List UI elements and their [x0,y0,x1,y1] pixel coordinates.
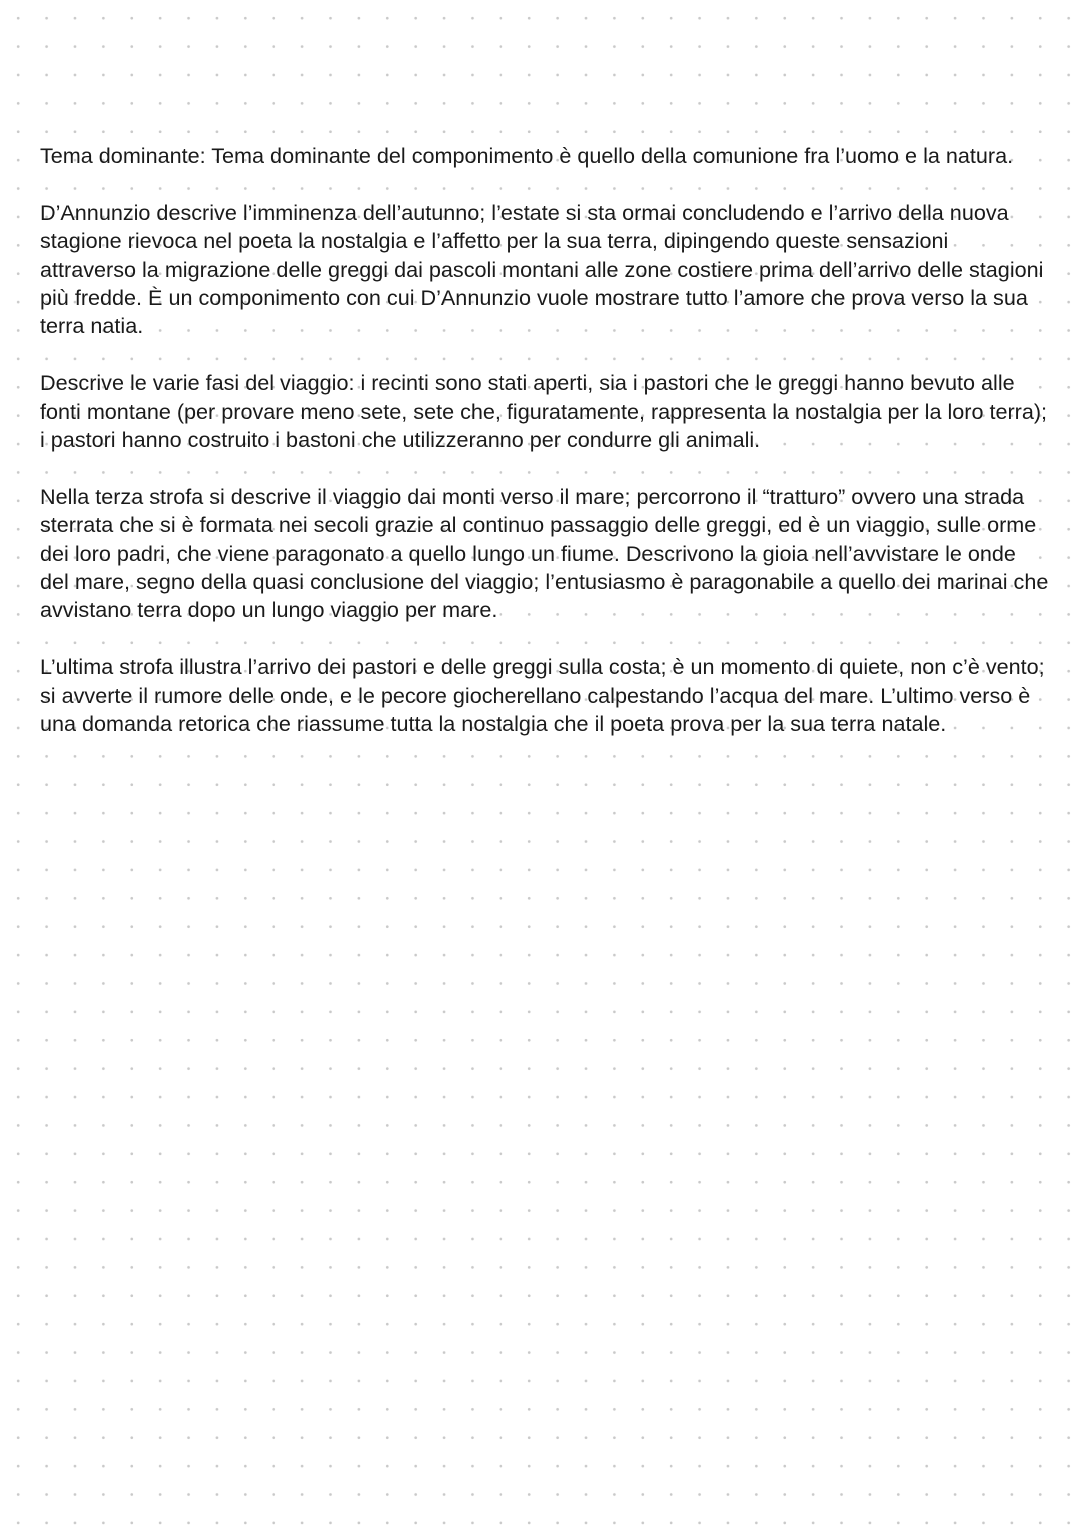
paragraph-fasi-viaggio: Descrive le varie fasi del viaggio: i recinti sono stati aperti, sia i pastori che le greggi hanno bevuto alle fonti montane (per provare meno sete, sete che, figuratamente, rappresenta la nostalgia per la loro terra); i pastori hanno costruito i bastoni che utilizzeranno per condurre gli animali. [40,370,1048,453]
paragraph-imminenza-autunno: D’Annunzio descrive l’imminenza dell’autunno; l’estate si sta ormai concludendo e l’arrivo della nuova stagione rievoca nel poeta la nostalgia e l’affetto per la sua terra, dipingendo queste sensazioni attraverso la migrazione delle greggi dai pascoli montani alle zone costiere prima dell’arrivo delle stagioni più fredde. È un componimento con cui D’Annunzio vuole mostrare tutto l’amore che prova verso la sua terra natia. [40,199,1044,339]
paragraph-tema-dominante: Tema dominante: Tema dominante del componimento è quello della comunione fra l’uomo e la natura. [40,143,1014,168]
paragraph-terza-strofa: Nella terza strofa si descrive il viaggio dai monti verso il mare; percorrono il “tratturo” ovvero una strada sterrata che si è formata nei secoli grazie al continuo passaggio delle greggi, ed è un viaggio, sulle orme dei loro padri, che viene paragonato a quello lungo un fiume. Descrivono la gioia nell’avvistare le onde del mare, segno della quasi conclusione del viaggio; l’entusiasmo è paragonabile a quello dei marinai che avvistano terra dopo un lungo viaggio per mare. [40,483,1049,623]
document-body [40,142,1050,767]
paragraph-ultima-strofa: L’ultima strofa illustra l’arrivo dei pastori e delle greggi sulla costa; è un momento di quiete, non c’è vento; si avverte il rumore delle onde, e le pecore giocherellano calpestando l’acqua del mare. L’ultimo verso è una domanda retorica che riassume tutta la nostalgia che il poeta prova per la sua terra natale. [40,654,1045,737]
